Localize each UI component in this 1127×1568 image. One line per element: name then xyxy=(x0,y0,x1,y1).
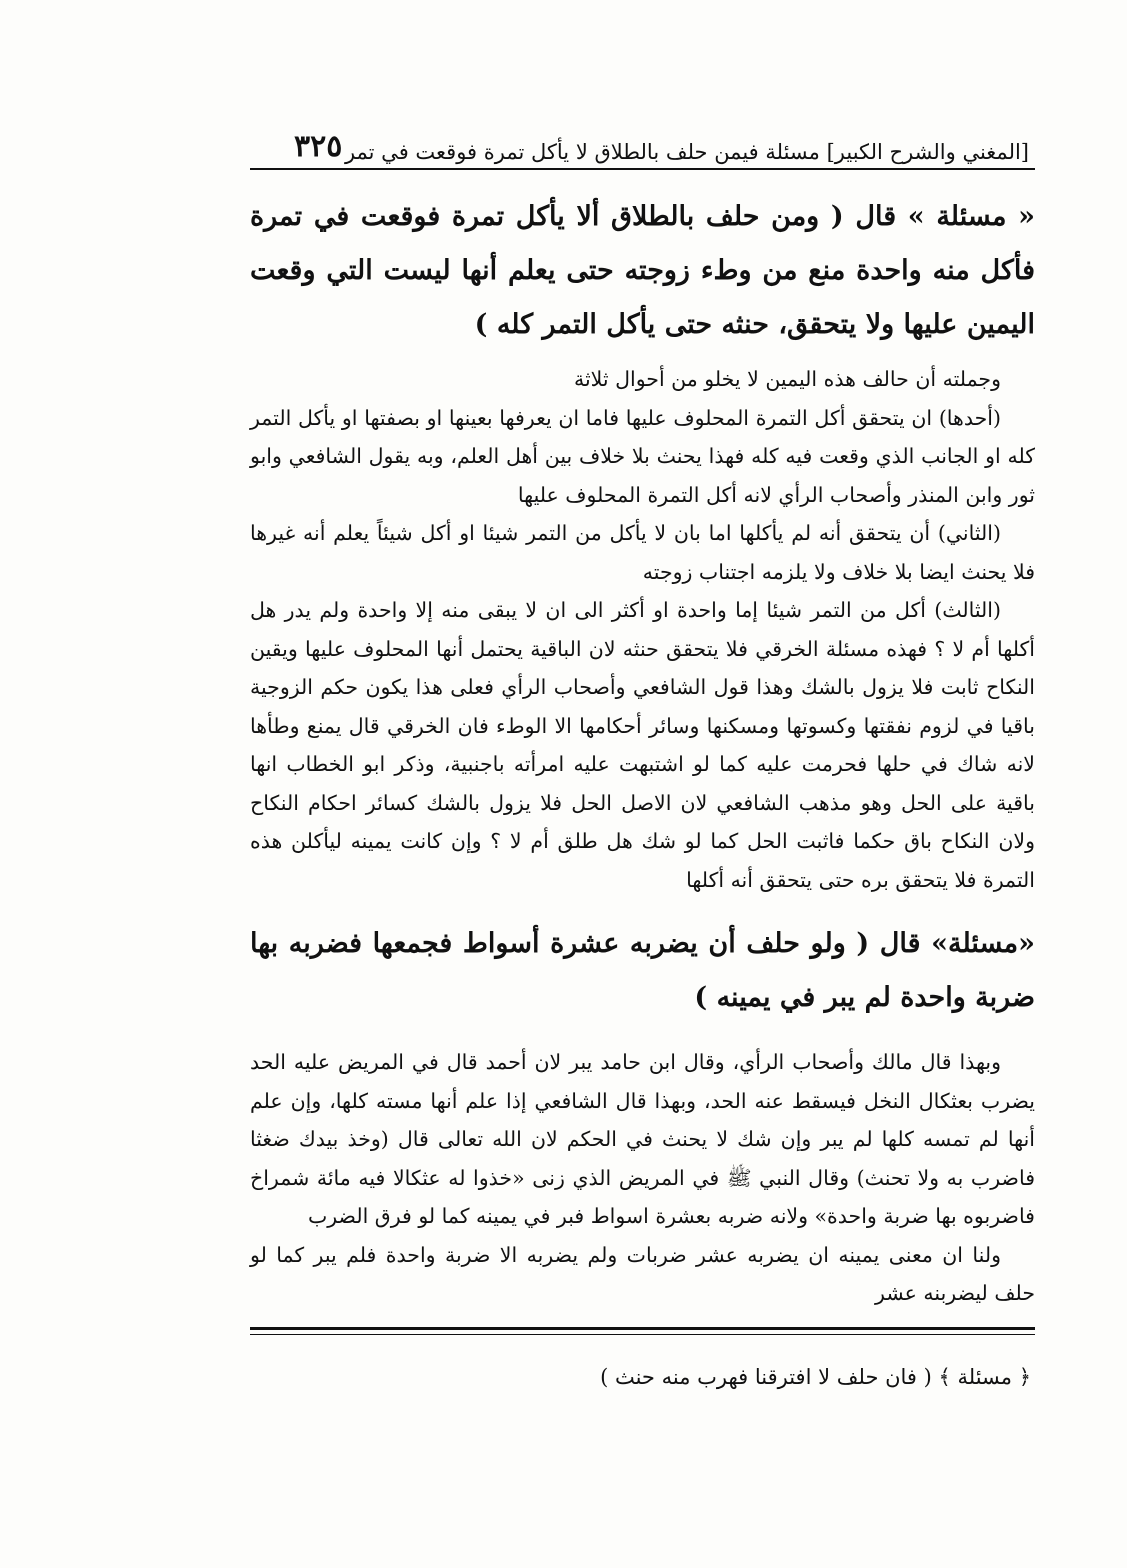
paragraph: (أحدها) ان يتحقق أكل التمرة المحلوف عليها فاما ان يعرفها بعينها او بصفتها او يأكل التمر كله او الجانب الذي وقعت فيه كله فهذا يحنث بلا خلاف بين أهل العلم، وبه يقول الشافعي وابو ثور وابن المنذر وأصحاب الرأي لانه أكل التمرة المحلوف عليها xyxy=(250,405,1035,507)
next-masala-teaser: ﴿ مسئلة ﴾ ( فان حلف لا افترقنا فهرب منه حنث ) xyxy=(600,1364,1031,1389)
running-header xyxy=(250,120,1035,164)
footer-rule-thin xyxy=(250,1334,1035,1335)
header-rule xyxy=(250,168,1035,170)
section-1 xyxy=(250,190,1035,899)
masala-heading: «مسئلة» قال ( ولو حلف أن يضربه عشرة أسواط فجمعها فضربه بها ضربة واحدة لم يبر في يمينه ) xyxy=(250,928,1035,1013)
section-gap xyxy=(250,1033,1035,1043)
footer-rule-thick xyxy=(250,1327,1035,1330)
paragraph: (الثاني) أن يتحقق أنه لم يأكلها اما بان لا يأكل من التمر شيئا او أكل شيئاً يعلم أنه غيرها فلا يحنث ايضا بلا خلاف ولا يلزمه اجتناب زوجته xyxy=(250,521,1035,584)
section-gap xyxy=(250,899,1035,917)
paragraph: وبهذا قال مالك وأصحاب الرأي، وقال ابن حامد يبر لان أحمد قال في المريض عليه الحد يضرب بعثكال النخل فيسقط عنه الحد، وبهذا قال الشافعي إذا علم أنها مسته كلها، وإن علم أنها لم تمسه كلها لم يبر وإن شك لا يحنث في الحكم لان الله تعالى قال (وخذ بيدك ضغثا فاضرب به ولا تحنث) وقال النبي ﷺ في المريض الذي زنى «خذوا له عثكالا فيه مائة شمراخ فاضربوه بها ضربة واحدة» ولانه ضربه بعشرة اسواط فبر في يمينه كما لو فرق الضرب xyxy=(250,1050,1035,1228)
section-2 xyxy=(250,917,1035,1313)
paragraph: ولنا ان معنى يمينه ان يضربه عشر ضربات ولم يضربه الا ضربة واحدة فلم يبر كما لو حلف ليضربنه عشر xyxy=(250,1242,1035,1305)
paragraph: وجملته أن حالف هذه اليمين لا يخلو من أحوال ثلاثة xyxy=(573,367,1001,391)
paragraph: (الثالث) أكل من التمر شيئا إما واحدة او أكثر الى ان لا يبقى منه إلا واحدة ولم يدر هل أكلها أم لا ؟ فهذه مسئلة الخرقي فلا يتحقق حنثه لان الباقية يحتمل أنها المحلوف عليها ويقين النكاح ثابت فلا يزول بالشك وهذا قول الشافعي وأصحاب الرأي فعلى هذا يكون حكم الزوجية باقيا في لزوم نفقتها وكسوتها ومسكنها وسائر أحكامها الا الوطء فان الخرقي قال يمنع وطأها لانه شاك في حلها فحرمت عليه كما لو اشتبهت عليه امرأته باجنبية، وذكر ابو الخطاب انها باقية على الحل وهو مذهب الشافعي لان الاصل الحل فلا يزول بالشك كسائر احكام النكاح ولان النكاح باق حكما فاثبت الحل كما لو شك هل طلق أم لا ؟ وإن كانت يمينه ليأكلن هذه التمرة فلا يتحقق بره حتى يتحقق أنه أكلها xyxy=(250,598,1035,892)
page-number: ٣٢٥ xyxy=(294,129,343,164)
masala-heading: « مسئلة » قال ( ومن حلف بالطلاق ألا يأكل تمرة فوقعت في تمرة فأكل منه واحدة منع من وطء زوجته حتى يعلم أنها ليست التي وقعت اليمين عليها ولا يتحقق، حنثه حتى يأكل التمر كله ) xyxy=(250,201,1035,340)
header-title: [المغني والشرح الكبير] مسئلة فيمن حلف بالطلاق لا يأكل تمرة فوقعت في تمر xyxy=(344,140,1029,164)
book-page xyxy=(250,120,1035,1418)
